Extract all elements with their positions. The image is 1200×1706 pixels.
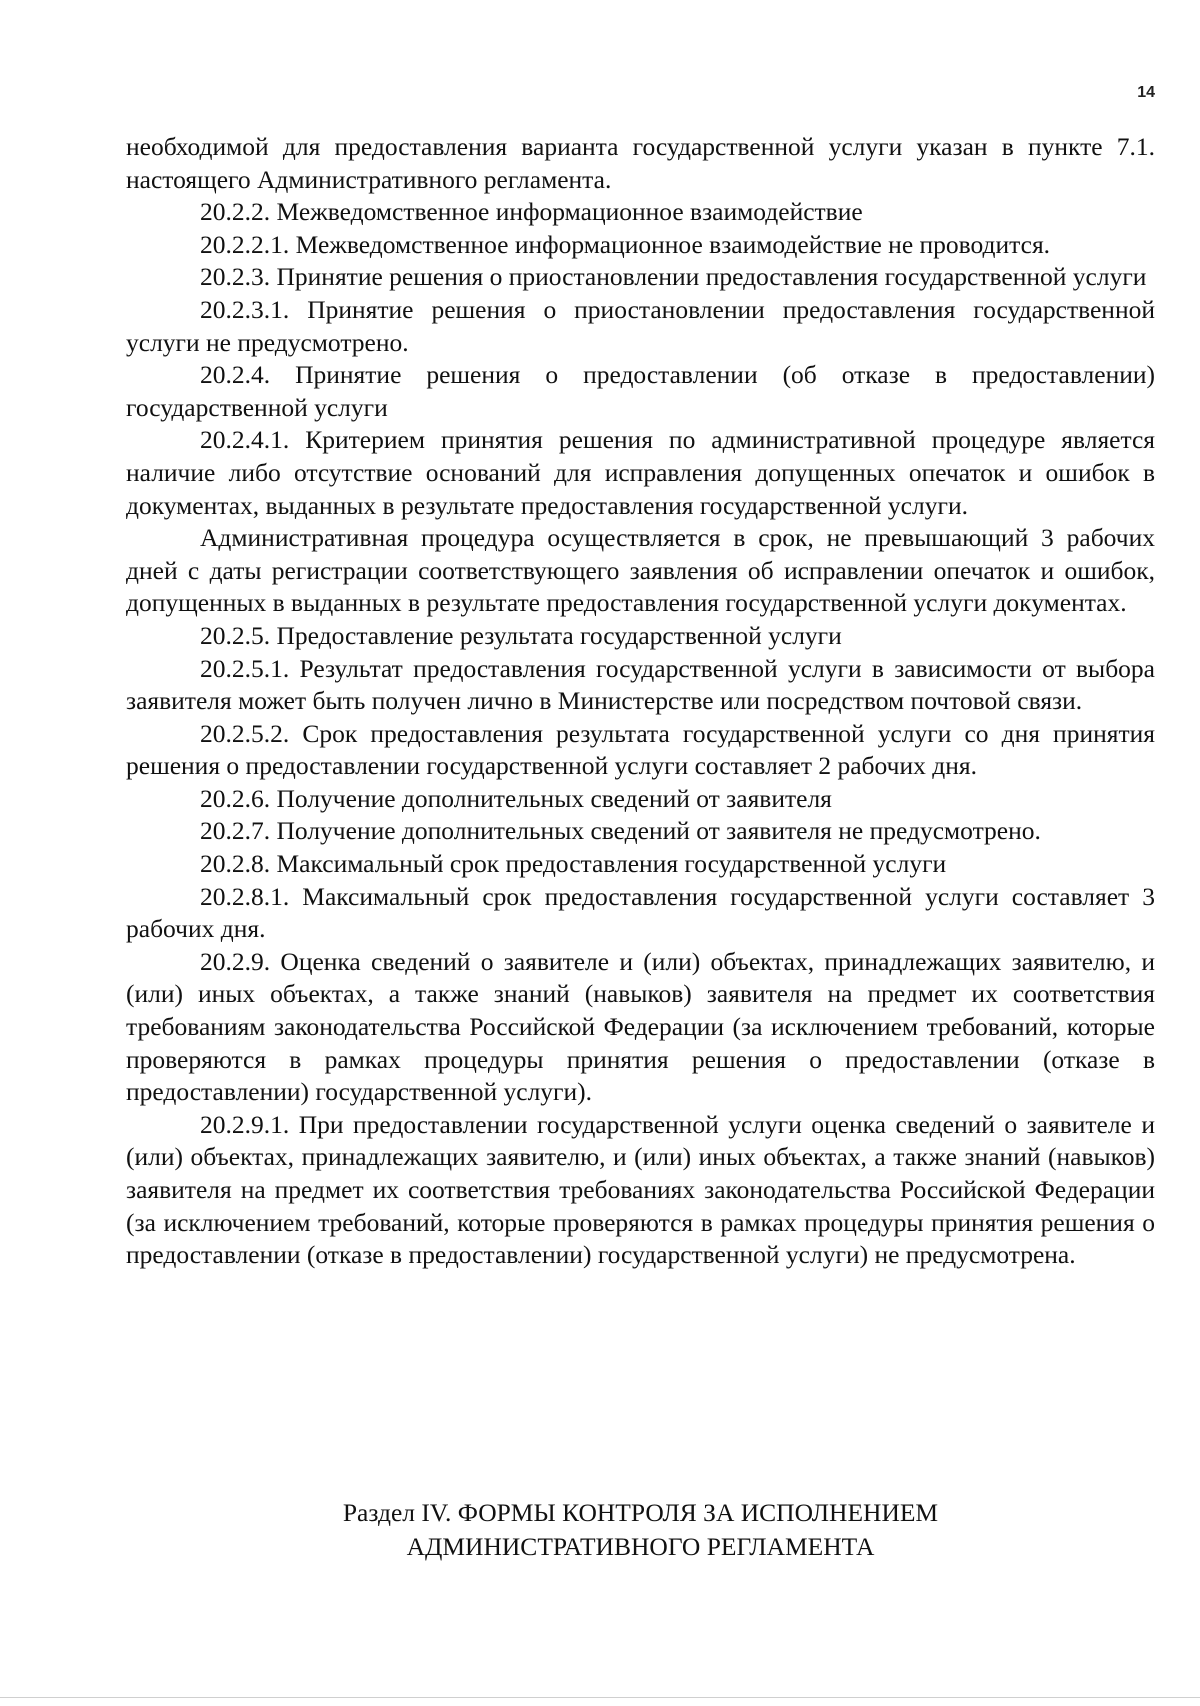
paragraph-20-2-9-1: 20.2.9.1. При предоставлении государственной услуги оценка сведений о заявителе и (или) объектах, принадлежащих заявителю, и (или) иных объектах, а также знаний (навыков) заявителя на предмет их соответствия требованиях законодательства Российской Федерации (за исключением требований, которые проверяются в рамках процедуры принятия решения о предоставлении (отказе в предоставлении) государственной услуги) не предусмотрена. — [126, 1109, 1155, 1270]
paragraph-20-2-6: 20.2.6. Получение дополнительных сведений от заявителя — [200, 783, 832, 813]
document-body — [126, 131, 1155, 1272]
paragraph-20-2-8-1: 20.2.8.1. Максимальный срок предоставления государственной услуги составляет 3 рабочих дня. — [126, 881, 1155, 944]
paragraph-20-2-5: 20.2.5. Предоставление результата государственной услуги — [200, 620, 842, 650]
paragraph-20-2-5-2: 20.2.5.2. Срок предоставления результата государственной услуги со дня принятия решения о предоставлении государственной услуги составляет 2 рабочих дня. — [126, 718, 1155, 781]
paragraph-20-2-9: 20.2.9. Оценка сведений о заявителе и (или) объектах, принадлежащих заявителю, и (или) иных объектах, а также знаний (навыков) заявителя на предмет их соответствия требованиям законодательства Российской Федерации (за исключением требований, которые проверяются в рамках процедуры принятия решения о предоставлении (отказе в предоставлении) государственной услуги). — [126, 946, 1155, 1107]
paragraph-20-2-2-1: 20.2.2.1. Межведомственное информационное взаимодействие не проводится. — [200, 229, 1051, 259]
scan-bottom-edge — [0, 1697, 1200, 1698]
section-heading — [126, 1496, 1155, 1564]
section-heading-line-1: Раздел IV. ФОРМЫ КОНТРОЛЯ ЗА ИСПОЛНЕНИЕМ — [342, 1498, 939, 1527]
paragraph-20-2-4-1: 20.2.4.1. Критерием принятия решения по административной процедуре является наличие либо отсутствие оснований для исправления допущенных опечаток и ошибок в документах, выданных в результате предоставления государственной услуги. — [126, 425, 1155, 520]
paragraph-20-2-4: 20.2.4. Принятие решения о предоставлении (об отказе в предоставлении) государственной услуги — [126, 360, 1155, 422]
page-number: 14 — [1137, 84, 1155, 101]
paragraph-20-2-3-1: 20.2.3.1. Принятие решения о приостановлении предоставления государственной услуги не предусмотрено. — [126, 294, 1155, 357]
paragraph-20-2-3: 20.2.3. Принятие решения о приостановлении предоставления государственной услуги — [200, 262, 1147, 292]
paragraph-20-2-2: 20.2.2. Межведомственное информационное взаимодействие — [200, 197, 863, 227]
paragraph-20-2-8: 20.2.8. Максимальный срок предоставления государственной услуги — [200, 849, 947, 879]
paragraph-20-2-7: 20.2.7. Получение дополнительных сведений от заявителя не предусмотрено. — [200, 816, 1041, 846]
paragraph-20-2-5-1: 20.2.5.1. Результат предоставления государственной услуги в зависимости от выбора заявителя может быть получен лично в Министерстве или посредством почтовой связи. — [126, 653, 1155, 716]
paragraph-continuation: необходимой для предоставления варианта государственной услуги указан в пункте 7.1. настоящего Административного регламента. — [126, 132, 1155, 194]
section-heading-line-2: АДМИНИСТРАТИВНОГО РЕГЛАМЕНТА — [406, 1532, 875, 1561]
paragraph-procedure-term: Административная процедура осуществляется в срок, не превышающий 3 рабочих дней с даты регистрации соответствующего заявления об исправлении опечаток и ошибок, допущенных в выданных в результате предоставления государственной услуги документах. — [126, 523, 1155, 618]
